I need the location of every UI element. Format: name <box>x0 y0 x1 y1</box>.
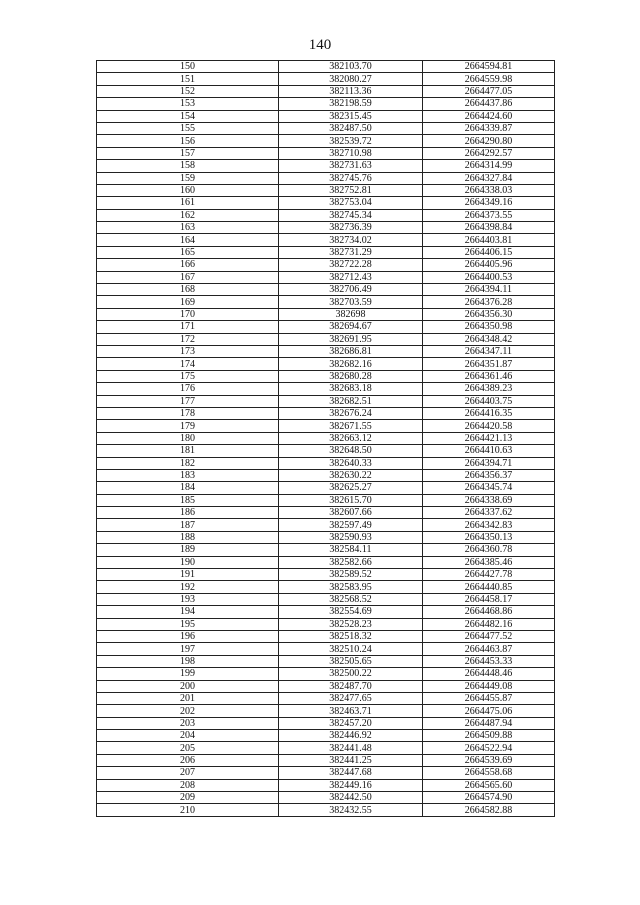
table-row <box>97 184 555 196</box>
point-number-cell: 174 <box>97 358 279 370</box>
y-coordinate-cell: 2664582.88 <box>423 804 555 816</box>
point-number-cell: 200 <box>97 680 279 692</box>
table-row <box>97 284 555 296</box>
y-coordinate-cell: 2664356.37 <box>423 469 555 481</box>
y-coordinate-cell: 2664522.94 <box>423 742 555 754</box>
point-number-cell: 185 <box>97 494 279 506</box>
point-number-cell: 176 <box>97 383 279 395</box>
y-coordinate-cell: 2664389.23 <box>423 383 555 395</box>
point-number-cell: 167 <box>97 271 279 283</box>
y-coordinate-cell: 2664348.42 <box>423 333 555 345</box>
x-coordinate-cell: 382752.81 <box>279 184 423 196</box>
x-coordinate-cell: 382590.93 <box>279 531 423 543</box>
y-coordinate-cell: 2664350.98 <box>423 321 555 333</box>
x-coordinate-cell: 382698 <box>279 308 423 320</box>
x-coordinate-cell: 382584.11 <box>279 544 423 556</box>
y-coordinate-cell: 2664449.08 <box>423 680 555 692</box>
table-row <box>97 395 555 407</box>
table-row <box>97 370 555 382</box>
point-number-cell: 153 <box>97 98 279 110</box>
y-coordinate-cell: 2664475.06 <box>423 705 555 717</box>
x-coordinate-cell: 382663.12 <box>279 432 423 444</box>
x-coordinate-cell: 382691.95 <box>279 333 423 345</box>
point-number-cell: 194 <box>97 606 279 618</box>
table-row <box>97 234 555 246</box>
y-coordinate-cell: 2664403.81 <box>423 234 555 246</box>
x-coordinate-cell: 382113.36 <box>279 85 423 97</box>
table-row <box>97 259 555 271</box>
point-number-cell: 173 <box>97 345 279 357</box>
table-row <box>97 160 555 172</box>
x-coordinate-cell: 382731.29 <box>279 246 423 258</box>
y-coordinate-cell: 2664394.11 <box>423 284 555 296</box>
x-coordinate-cell: 382487.50 <box>279 122 423 134</box>
x-coordinate-cell: 382477.65 <box>279 692 423 704</box>
y-coordinate-cell: 2664455.87 <box>423 692 555 704</box>
x-coordinate-cell: 382315.45 <box>279 110 423 122</box>
y-coordinate-cell: 2664437.86 <box>423 98 555 110</box>
point-number-cell: 179 <box>97 420 279 432</box>
x-coordinate-cell: 382607.66 <box>279 507 423 519</box>
y-coordinate-cell: 2664356.30 <box>423 308 555 320</box>
point-number-cell: 192 <box>97 581 279 593</box>
x-coordinate-cell: 382441.25 <box>279 754 423 766</box>
point-number-cell: 164 <box>97 234 279 246</box>
y-coordinate-cell: 2664468.86 <box>423 606 555 618</box>
x-coordinate-cell: 382648.50 <box>279 445 423 457</box>
point-number-cell: 204 <box>97 730 279 742</box>
point-number-cell: 203 <box>97 717 279 729</box>
y-coordinate-cell: 2664394.71 <box>423 457 555 469</box>
table-row <box>97 85 555 97</box>
y-coordinate-cell: 2664477.52 <box>423 630 555 642</box>
y-coordinate-cell: 2664385.46 <box>423 556 555 568</box>
table-row <box>97 668 555 680</box>
y-coordinate-cell: 2664351.87 <box>423 358 555 370</box>
table-row <box>97 407 555 419</box>
y-coordinate-cell: 2664482.16 <box>423 618 555 630</box>
point-number-cell: 191 <box>97 569 279 581</box>
x-coordinate-cell: 382706.49 <box>279 284 423 296</box>
table-row <box>97 333 555 345</box>
x-coordinate-cell: 382682.16 <box>279 358 423 370</box>
point-number-cell: 152 <box>97 85 279 97</box>
y-coordinate-cell: 2664350.13 <box>423 531 555 543</box>
point-number-cell: 193 <box>97 593 279 605</box>
x-coordinate-cell: 382710.98 <box>279 147 423 159</box>
table-row <box>97 655 555 667</box>
x-coordinate-cell: 382686.81 <box>279 345 423 357</box>
x-coordinate-cell: 382441.48 <box>279 742 423 754</box>
y-coordinate-cell: 2664338.03 <box>423 184 555 196</box>
point-number-cell: 201 <box>97 692 279 704</box>
y-coordinate-cell: 2664574.90 <box>423 792 555 804</box>
x-coordinate-cell: 382676.24 <box>279 407 423 419</box>
point-number-cell: 198 <box>97 655 279 667</box>
table-row <box>97 556 555 568</box>
point-number-cell: 184 <box>97 482 279 494</box>
x-coordinate-cell: 382487.70 <box>279 680 423 692</box>
y-coordinate-cell: 2664290.80 <box>423 135 555 147</box>
x-coordinate-cell: 382568.52 <box>279 593 423 605</box>
point-number-cell: 158 <box>97 160 279 172</box>
x-coordinate-cell: 382518.32 <box>279 630 423 642</box>
table-row <box>97 345 555 357</box>
point-number-cell: 189 <box>97 544 279 556</box>
point-number-cell: 202 <box>97 705 279 717</box>
table-row <box>97 209 555 221</box>
table-row <box>97 308 555 320</box>
x-coordinate-cell: 382615.70 <box>279 494 423 506</box>
table-row <box>97 122 555 134</box>
x-coordinate-cell: 382597.49 <box>279 519 423 531</box>
table-row <box>97 742 555 754</box>
table-row <box>97 457 555 469</box>
point-number-cell: 199 <box>97 668 279 680</box>
point-number-cell: 159 <box>97 172 279 184</box>
x-coordinate-cell: 382671.55 <box>279 420 423 432</box>
x-coordinate-cell: 382554.69 <box>279 606 423 618</box>
point-number-cell: 180 <box>97 432 279 444</box>
table-row <box>97 98 555 110</box>
point-number-cell: 162 <box>97 209 279 221</box>
point-number-cell: 151 <box>97 73 279 85</box>
point-number-cell: 178 <box>97 407 279 419</box>
table-row <box>97 767 555 779</box>
y-coordinate-cell: 2664405.96 <box>423 259 555 271</box>
x-coordinate-cell: 382582.66 <box>279 556 423 568</box>
point-number-cell: 187 <box>97 519 279 531</box>
x-coordinate-cell: 382103.70 <box>279 61 423 73</box>
point-number-cell: 150 <box>97 61 279 73</box>
x-coordinate-cell: 382640.33 <box>279 457 423 469</box>
y-coordinate-cell: 2664421.13 <box>423 432 555 444</box>
point-number-cell: 181 <box>97 445 279 457</box>
x-coordinate-cell: 382080.27 <box>279 73 423 85</box>
point-number-cell: 196 <box>97 630 279 642</box>
point-number-cell: 169 <box>97 296 279 308</box>
table-row <box>97 358 555 370</box>
point-number-cell: 183 <box>97 469 279 481</box>
x-coordinate-cell: 382198.59 <box>279 98 423 110</box>
table-row <box>97 494 555 506</box>
point-number-cell: 208 <box>97 779 279 791</box>
table-row <box>97 172 555 184</box>
y-coordinate-cell: 2664477.05 <box>423 85 555 97</box>
x-coordinate-cell: 382736.39 <box>279 222 423 234</box>
point-number-cell: 205 <box>97 742 279 754</box>
x-coordinate-cell: 382449.16 <box>279 779 423 791</box>
y-coordinate-cell: 2664420.58 <box>423 420 555 432</box>
point-number-cell: 190 <box>97 556 279 568</box>
table-row <box>97 420 555 432</box>
y-coordinate-cell: 2664406.15 <box>423 246 555 258</box>
point-number-cell: 171 <box>97 321 279 333</box>
x-coordinate-cell: 382680.28 <box>279 370 423 382</box>
x-coordinate-cell: 382589.52 <box>279 569 423 581</box>
x-coordinate-cell: 382703.59 <box>279 296 423 308</box>
table-row <box>97 222 555 234</box>
x-coordinate-cell: 382694.67 <box>279 321 423 333</box>
y-coordinate-cell: 2664342.83 <box>423 519 555 531</box>
y-coordinate-cell: 2664458.17 <box>423 593 555 605</box>
table-row <box>97 730 555 742</box>
y-coordinate-cell: 2664314.99 <box>423 160 555 172</box>
table-row <box>97 482 555 494</box>
point-number-cell: 170 <box>97 308 279 320</box>
x-coordinate-cell: 382734.02 <box>279 234 423 246</box>
point-number-cell: 163 <box>97 222 279 234</box>
x-coordinate-cell: 382630.22 <box>279 469 423 481</box>
point-number-cell: 186 <box>97 507 279 519</box>
y-coordinate-cell: 2664427.78 <box>423 569 555 581</box>
table-row <box>97 271 555 283</box>
y-coordinate-cell: 2664360.78 <box>423 544 555 556</box>
coordinates-table-body <box>97 61 555 817</box>
x-coordinate-cell: 382625.27 <box>279 482 423 494</box>
x-coordinate-cell: 382722.28 <box>279 259 423 271</box>
y-coordinate-cell: 2664487.94 <box>423 717 555 729</box>
x-coordinate-cell: 382500.22 <box>279 668 423 680</box>
point-number-cell: 157 <box>97 147 279 159</box>
point-number-cell: 209 <box>97 792 279 804</box>
table-row <box>97 383 555 395</box>
y-coordinate-cell: 2664416.35 <box>423 407 555 419</box>
coordinates-table <box>96 60 555 817</box>
table-row <box>97 296 555 308</box>
y-coordinate-cell: 2664410.63 <box>423 445 555 457</box>
table-row <box>97 519 555 531</box>
y-coordinate-cell: 2664403.75 <box>423 395 555 407</box>
y-coordinate-cell: 2664327.84 <box>423 172 555 184</box>
table-row <box>97 630 555 642</box>
y-coordinate-cell: 2664509.88 <box>423 730 555 742</box>
table-row <box>97 643 555 655</box>
table-row <box>97 569 555 581</box>
table-row <box>97 705 555 717</box>
point-number-cell: 160 <box>97 184 279 196</box>
table-row <box>97 717 555 729</box>
x-coordinate-cell: 382731.63 <box>279 160 423 172</box>
point-number-cell: 165 <box>97 246 279 258</box>
y-coordinate-cell: 2664347.11 <box>423 345 555 357</box>
table-row <box>97 246 555 258</box>
y-coordinate-cell: 2664463.87 <box>423 643 555 655</box>
y-coordinate-cell: 2664292.57 <box>423 147 555 159</box>
table-row <box>97 531 555 543</box>
x-coordinate-cell: 382446.92 <box>279 730 423 742</box>
table-row <box>97 606 555 618</box>
x-coordinate-cell: 382510.24 <box>279 643 423 655</box>
table-row <box>97 469 555 481</box>
y-coordinate-cell: 2664398.84 <box>423 222 555 234</box>
y-coordinate-cell: 2664559.98 <box>423 73 555 85</box>
point-number-cell: 195 <box>97 618 279 630</box>
table-row <box>97 618 555 630</box>
x-coordinate-cell: 382682.51 <box>279 395 423 407</box>
x-coordinate-cell: 382753.04 <box>279 197 423 209</box>
y-coordinate-cell: 2664539.69 <box>423 754 555 766</box>
y-coordinate-cell: 2664349.16 <box>423 197 555 209</box>
table-row <box>97 110 555 122</box>
y-coordinate-cell: 2664339.87 <box>423 122 555 134</box>
y-coordinate-cell: 2664424.60 <box>423 110 555 122</box>
table-row <box>97 507 555 519</box>
point-number-cell: 188 <box>97 531 279 543</box>
x-coordinate-cell: 382745.76 <box>279 172 423 184</box>
table-row <box>97 792 555 804</box>
table-row <box>97 147 555 159</box>
x-coordinate-cell: 382683.18 <box>279 383 423 395</box>
table-row <box>97 692 555 704</box>
y-coordinate-cell: 2664345.74 <box>423 482 555 494</box>
point-number-cell: 175 <box>97 370 279 382</box>
point-number-cell: 177 <box>97 395 279 407</box>
x-coordinate-cell: 382539.72 <box>279 135 423 147</box>
point-number-cell: 161 <box>97 197 279 209</box>
point-number-cell: 156 <box>97 135 279 147</box>
x-coordinate-cell: 382745.34 <box>279 209 423 221</box>
x-coordinate-cell: 382528.23 <box>279 618 423 630</box>
x-coordinate-cell: 382505.65 <box>279 655 423 667</box>
y-coordinate-cell: 2664373.55 <box>423 209 555 221</box>
y-coordinate-cell: 2664448.46 <box>423 668 555 680</box>
table-row <box>97 445 555 457</box>
point-number-cell: 154 <box>97 110 279 122</box>
x-coordinate-cell: 382432.55 <box>279 804 423 816</box>
table-row <box>97 680 555 692</box>
y-coordinate-cell: 2664338.69 <box>423 494 555 506</box>
table-row <box>97 754 555 766</box>
table-row <box>97 61 555 73</box>
point-number-cell: 206 <box>97 754 279 766</box>
table-row <box>97 804 555 816</box>
x-coordinate-cell: 382463.71 <box>279 705 423 717</box>
table-row <box>97 135 555 147</box>
y-coordinate-cell: 2664400.53 <box>423 271 555 283</box>
point-number-cell: 207 <box>97 767 279 779</box>
table-row <box>97 321 555 333</box>
y-coordinate-cell: 2664565.60 <box>423 779 555 791</box>
y-coordinate-cell: 2664453.33 <box>423 655 555 667</box>
table-row <box>97 432 555 444</box>
x-coordinate-cell: 382712.43 <box>279 271 423 283</box>
table-row <box>97 779 555 791</box>
table-row <box>97 593 555 605</box>
y-coordinate-cell: 2664558.68 <box>423 767 555 779</box>
point-number-cell: 182 <box>97 457 279 469</box>
point-number-cell: 155 <box>97 122 279 134</box>
point-number-cell: 166 <box>97 259 279 271</box>
y-coordinate-cell: 2664337.62 <box>423 507 555 519</box>
point-number-cell: 168 <box>97 284 279 296</box>
x-coordinate-cell: 382457.20 <box>279 717 423 729</box>
y-coordinate-cell: 2664376.28 <box>423 296 555 308</box>
x-coordinate-cell: 382447.68 <box>279 767 423 779</box>
point-number-cell: 197 <box>97 643 279 655</box>
table-row <box>97 73 555 85</box>
table-row <box>97 544 555 556</box>
y-coordinate-cell: 2664594.81 <box>423 61 555 73</box>
y-coordinate-cell: 2664361.46 <box>423 370 555 382</box>
point-number-cell: 172 <box>97 333 279 345</box>
page-number: 140 <box>308 37 332 53</box>
point-number-cell: 210 <box>97 804 279 816</box>
x-coordinate-cell: 382583.95 <box>279 581 423 593</box>
table-row <box>97 581 555 593</box>
table-row <box>97 197 555 209</box>
y-coordinate-cell: 2664440.85 <box>423 581 555 593</box>
x-coordinate-cell: 382442.50 <box>279 792 423 804</box>
